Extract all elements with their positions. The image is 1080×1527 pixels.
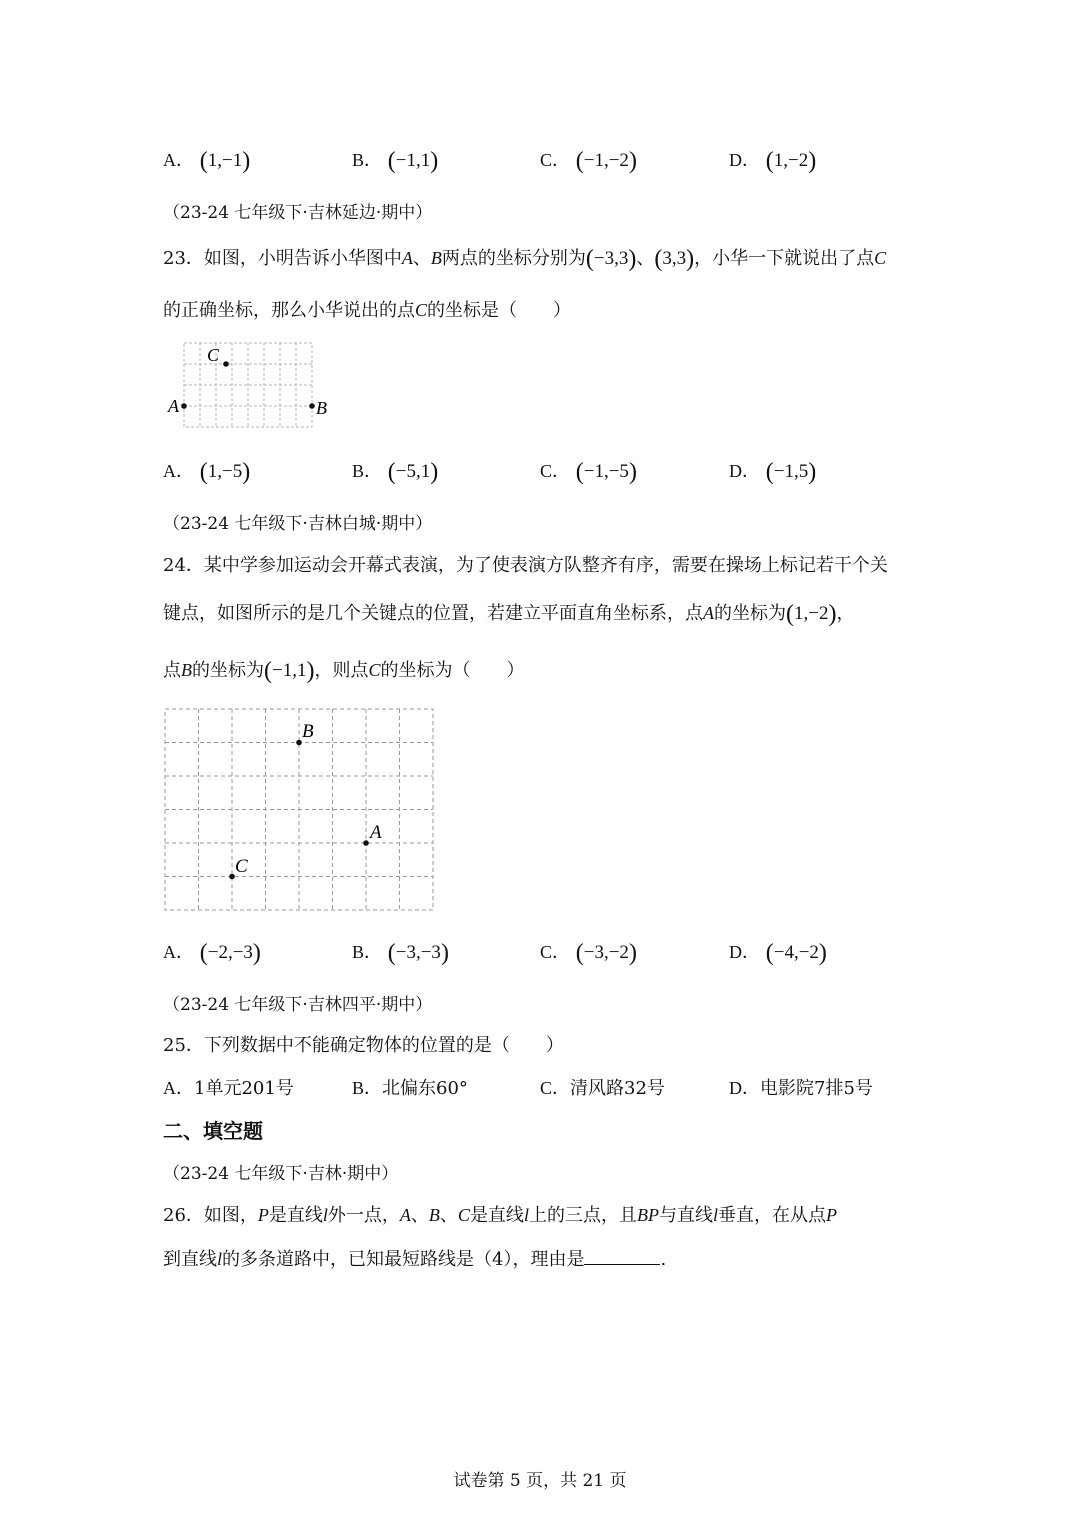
q23-point-a <box>181 403 187 409</box>
q25-option-a: A．1单元201号 <box>163 1078 294 1099</box>
q24-stem-line1: 24．某中学参加运动会开幕式表演，为了使表演方队整齐有序，需要在操场上标记若干个关 <box>163 555 888 576</box>
q23-stem-line1: 23．如图，小明告诉小华图中A、B两点的坐标分别为(−3,3)、(3,3)，小华一下就说出了点C <box>163 246 887 272</box>
q26-answer-blank[interactable] <box>584 1248 660 1265</box>
q22-option-d: D． (1,−2) <box>729 148 817 174</box>
q23-stem-line2: 的正确坐标，那么小华说出的点C的坐标是（ ） <box>163 300 572 321</box>
q24-option-d: D． (−4,−2) <box>729 940 827 966</box>
q24-label-a: A <box>370 822 382 843</box>
q24-option-c: C． (−3,−2) <box>540 940 637 966</box>
q24-point-a <box>363 840 369 846</box>
q24-point-b <box>296 740 302 746</box>
q24-option-b: B． (−3,−3) <box>352 940 449 966</box>
q25-option-d: D．电影院7排5号 <box>729 1078 873 1099</box>
q22-option-a: A． (1,−1) <box>163 148 251 174</box>
q24-option-a: A． (−2,−3) <box>163 940 261 966</box>
q23-source: （23-24 七年级下·吉林延边·期中） <box>163 203 433 223</box>
q24-point-c <box>229 874 235 880</box>
q22-option-c: C． (−1,−2) <box>540 148 637 174</box>
q25-stem: 25．下列数据中不能确定物体的位置的是（ ） <box>163 1035 564 1056</box>
q23-label-a: A <box>168 396 179 416</box>
q25-option-b: B．北偏东60° <box>352 1078 468 1099</box>
q25-option-c: C．清风路32号 <box>540 1078 665 1099</box>
q24-grid-figure <box>160 704 440 916</box>
q23-point-b <box>309 403 315 409</box>
page-footer: 试卷第 5 页，共 21 页 <box>453 1471 627 1491</box>
q24-stem-line2: 键点，如图所示的是几个关键点的位置，若建立平面直角坐标系，点A的坐标为(1,−2)， <box>163 601 855 627</box>
q23-point-c <box>223 361 229 367</box>
q24-grid-lines <box>165 709 433 910</box>
q23-option-b: B． (−5,1) <box>352 459 439 485</box>
q23-option-d: D． (−1,5) <box>729 459 817 485</box>
q26-stem-line1: 26．如图，P是直线l外一点，A、B、C是直线l上的三点，且BP与直线l垂直，在从点P <box>163 1205 837 1226</box>
q24-source: （23-24 七年级下·吉林白城·期中） <box>163 514 433 534</box>
q24-label-b: B <box>302 721 314 742</box>
q24-label-c: C <box>235 856 248 877</box>
q23-option-a: A． (1,−5) <box>163 459 251 485</box>
q22-option-b: B． (−1,1) <box>352 148 439 174</box>
q23-grid-lines <box>184 343 312 427</box>
q23-option-c: C． (−1,−5) <box>540 459 637 485</box>
q26-source: （23-24 七年级下·吉林·期中） <box>163 1164 399 1184</box>
q23-grid-figure <box>160 335 330 435</box>
section-heading-fill-in: 二、填空题 <box>163 1119 263 1143</box>
q26-stem-line2: 到直线l的多条道路中，已知最短路线是（4），理由是 . <box>163 1249 667 1270</box>
q23-label-c: C <box>207 345 220 365</box>
q23-label-b: B <box>316 398 327 418</box>
q24-stem-line3: 点B的坐标为(−1,1)，则点C的坐标为（ ） <box>163 658 525 684</box>
q25-source: （23-24 七年级下·吉林四平·期中） <box>163 995 433 1015</box>
